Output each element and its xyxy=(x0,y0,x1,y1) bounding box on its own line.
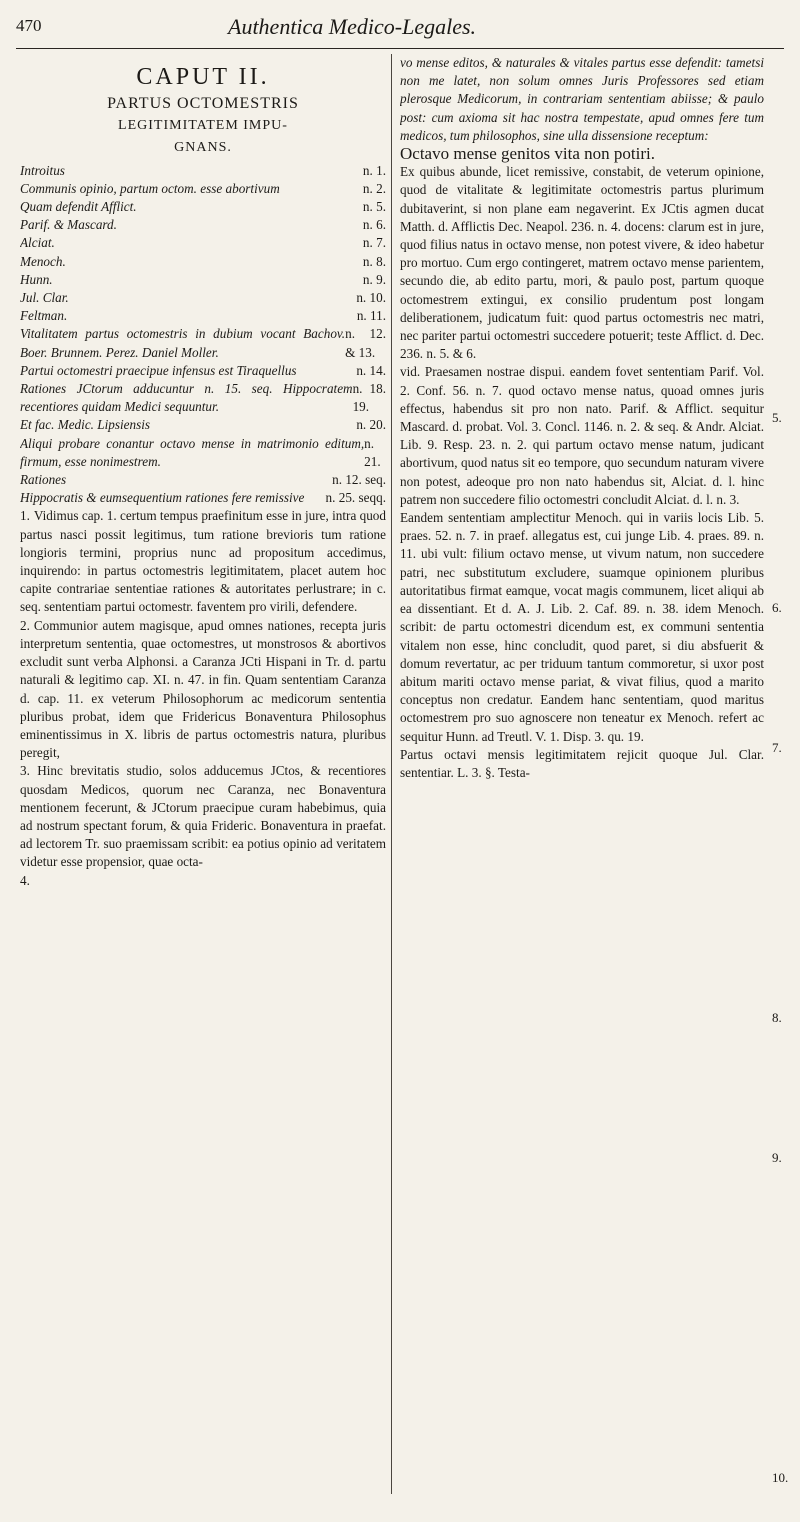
summary-entry xyxy=(20,435,386,471)
margin-number: 5. xyxy=(772,410,782,425)
summary-number: n. 25. seqq. xyxy=(325,490,386,506)
summary-entry xyxy=(20,253,386,271)
running-title: Authentica Medico-Legales. xyxy=(228,14,477,39)
paragraph-4-marker xyxy=(20,872,386,890)
summary-text: Et fac. Medic. Lipsiensis xyxy=(20,417,151,433)
left-column xyxy=(20,54,386,1494)
summary-entry xyxy=(20,489,386,507)
right-column xyxy=(400,54,764,1494)
summary-number: n. 5. xyxy=(362,199,386,215)
summary-number: n. 8. xyxy=(362,253,386,269)
paragraph-8: Partus octavi mensis legitimitatem rejicit quoque Jul. Clar. sententiar. L. 3. §. Testa- xyxy=(400,746,764,780)
paragraph-2: 2. Communior autem magisque, apud omnes nationes, recepta juris interpretum sententia, quae octomestres, ut monstrosos & abortivos excludit sunt verba Alphonsi. a Caranza JCti Hispani in Tr. d. partu naturali & legitimo cap. XI. n. 47. in fin. Quam sententiam Caranza d. cap. 11. ex veterum Philosophorum ac medicorum sententia pluribus probat, idem que Fridericus Bonaventura Philosophus eminentissimus in X. libris de partus octomestris natura, pluribus peregit, xyxy=(20,617,386,761)
chapter-subtitle-3: GNANS. xyxy=(174,140,232,156)
summary-text: Introitus xyxy=(20,162,65,178)
summary-entry xyxy=(20,180,386,198)
page-header xyxy=(16,14,784,49)
margin-number: 6. xyxy=(772,600,782,615)
summary-text: Vitalitatem partus octomestris in dubium vocant Bachov. Boer. Brunnem. Perez. Daniel Moller. xyxy=(20,326,346,360)
summary-text: Communis opinio, partum octom. esse abortivum xyxy=(20,180,280,196)
summary-entry xyxy=(20,471,386,489)
summary-entry xyxy=(20,216,386,234)
summary-text: Hippocratis & eumsequentium rationes fere remissive xyxy=(20,490,305,506)
margin-number: 10. xyxy=(772,1470,789,1485)
summary-text: Jul. Clar. xyxy=(20,290,69,306)
summary-text: Menoch. xyxy=(20,253,66,269)
margin-number: 8. xyxy=(772,1010,782,1025)
paragraph-number: 1. xyxy=(20,508,30,524)
summary-entry xyxy=(20,307,386,325)
summary-number: n. 21. xyxy=(364,435,381,469)
summary-entry xyxy=(20,362,386,380)
summary-number: n. 7. xyxy=(362,235,386,251)
chapter-title: CAPUT II. xyxy=(136,64,270,90)
summary-text: Parif. & Mascard. xyxy=(20,217,117,233)
section-heading: Octavo mense genitos vita non potiri. xyxy=(400,144,655,164)
paragraph-number: 2. xyxy=(20,617,30,633)
summary-number: n. 9. xyxy=(362,271,386,287)
summary-entry xyxy=(20,234,386,252)
summary-text: Quam defendit Afflict. xyxy=(20,199,137,215)
chapter-subtitle-2: LEGITIMITATEM IMPU- xyxy=(118,118,288,134)
summary-text: Rationes xyxy=(20,472,67,488)
summary-number: n. 2. xyxy=(362,180,386,196)
summary-entry xyxy=(20,289,386,307)
margin-number: 7. xyxy=(772,740,782,755)
summary-entry xyxy=(20,325,386,361)
summary-number: n. 14. xyxy=(356,362,386,378)
summary-number: n. 12. & 13. xyxy=(345,326,386,360)
paragraph-1: 1. Vidimus cap. 1. certum tempus praefinitum esse in jure, intra quod partus nasci possit legitimus, tum ratione brevioris tum ratione longioris termini, proprius nunc ad propositum accedimus, inquirendo: in partus octomestris legitimitatem, placet autem hoc capite contrariae sententiae rationes & autoritates perlustrare; in c. seq. sententiam partui octomestr. faventem pro virili, defendere. xyxy=(20,508,386,615)
margin-number: 9. xyxy=(772,1150,782,1165)
summary-text: Alciat. xyxy=(20,235,55,251)
summary-text: Hunn. xyxy=(20,271,53,287)
chapter-summary xyxy=(20,162,386,508)
summary-number: n. 11. xyxy=(356,308,386,324)
summary-number: n. 6. xyxy=(362,217,386,233)
paragraph-5: Ex quibus abunde, licet remissive, constabit, de veterum opinione, quod de vitalitate & legitimitate octomestris partus plurimum dubitaverint, si non plane eam negaverint. Ex JCtis agmen ducat Matth. d. Afflictis Dec. Neapol. 236. n. 4. docens: clarum est in jure, quod filius natus in octavo mense, non potest vivere, & ideo habetur pro mortuo. Cum ergo contingeret, matrem octavo mense parientem, secundo die, ab edito partu, mori, & paulo post, partum quoque octomestrem extingui, ex consilio prudentum post longam deliberationem, judicatum fuit: quod partus octomestris nec matri, nec pariter partui octomestri succedere potuerit; teste Afflict. d. Dec. 236. n. 5. & 6. xyxy=(400,164,764,362)
summary-number: n. 20. xyxy=(356,417,386,433)
summary-entry xyxy=(20,271,386,289)
summary-number: n. 1. xyxy=(362,162,386,178)
summary-text: Feltman. xyxy=(20,308,68,324)
summary-entry xyxy=(20,380,386,416)
paragraph-6: vid. Praesamen nostrae dispui. eandem fovet sententiam Parif. Vol. 2. Conf. 56. n. 7. quod octavo mense natus, quoad omnes juris effectus, habendus sit pro non nato. Parif. & Afflict. sequitur Mascard. d. probat. Vol. 3. Concl. 1146. n. 2. & seq. & Andr. Alciat. Lib. 9. Resp. 23. n. 2. qui partum octavo mense natum, judicant abortivum, quod natus sit eo tempore, quo secundum naturam vivere non potest, adeoque pro non nato habendus sit, Alciat. d. l. hinc patrem non succedere filio octomestri concludit Alciat. d. l. n. 3. xyxy=(400,364,764,507)
summary-number: n. 12. seq. xyxy=(332,472,386,488)
summary-text: Partui octomestri praecipue infensus est Tiraquellus xyxy=(20,362,297,378)
paragraph-number: 4. xyxy=(20,872,30,888)
chapter-subtitle: PARTUS OCTOMESTRIS xyxy=(107,95,299,113)
page-number: 470 xyxy=(16,16,42,35)
summary-number: n. 18. 19. xyxy=(352,381,386,415)
summary-entry xyxy=(20,416,386,434)
summary-text: Aliqui probare conantur octavo mense in matrimonio editum, firmum, esse nonimestrem. xyxy=(20,435,365,469)
summary-entry xyxy=(20,198,386,216)
summary-text: Rationes JCtorum adducuntur n. 15. seq. Hippocratem recentiores quidam Medici sequuntur. xyxy=(20,381,353,415)
column-divider xyxy=(391,54,392,1494)
paragraph-7: Eandem sententiam amplectitur Menoch. qui in variis locis Lib. 5. praes. 52. n. 7. in praef. allegatus est, cui junge Lib. 4. praes. 89. n. 11. ubi vult: filium octavo mense, ut vivum natum, non succedere patri, nec substitutum excludere, suamque opinionem pluribus autoritatibus firmat eamque, vocat magis communem, licet aliqui ab ea dissentiant. Et d. A. J. Lib. 2. Caf. 89. n. 38. idem Menoch. scribit: de partu octomestri dicendum est, ex communi sententia vitalem non esse, hinc concludit, quod paret, si diu absfuerit & domum revertatur, ac per triduum tantum commoretur, si uxor post abitum mariti octavo mense pariat, & vivat filius, quod a marito conceptus non credatur. Eandem hanc sententiam, quod maritus octomestrem pro suo agnoscere non teneatur ex Menoch. refert ac sequitur Hunn. ad Treutl. V. 1. Disp. 3. qu. 19. xyxy=(400,510,764,744)
margin-numbers xyxy=(770,54,796,1494)
summary-entry xyxy=(20,162,386,180)
continued-paragraph: vo mense editos, & naturales & vitales partus esse defendit: tametsi non me latet, non solum omnes Juris Professores sed etiam plerosque Medicorum, in contrariam sententiam abiisse; & paulo post: cum axioma sit hac nostra tempestate, apud omnes fere tum medicos, tum philosophos, sine ulla dissensione receptum: xyxy=(400,55,764,143)
summary-number: n. 10. xyxy=(356,290,386,306)
paragraph-3: 3. Hinc brevitatis studio, solos adducemus JCtos, & recentiores quosdam Medicos, quorum nec Caranza, nec Bonaventura mentionem fecerunt, & JCtorum praecipue curam habebimus, quia ad nostrum spectant forum, & quia Frideric. Bonaventura in praefat. ad lectorem Tr. suo praemissam scribit: ea potius opinio ad veritatem videtur esse propensior, quae octa- xyxy=(20,763,386,870)
